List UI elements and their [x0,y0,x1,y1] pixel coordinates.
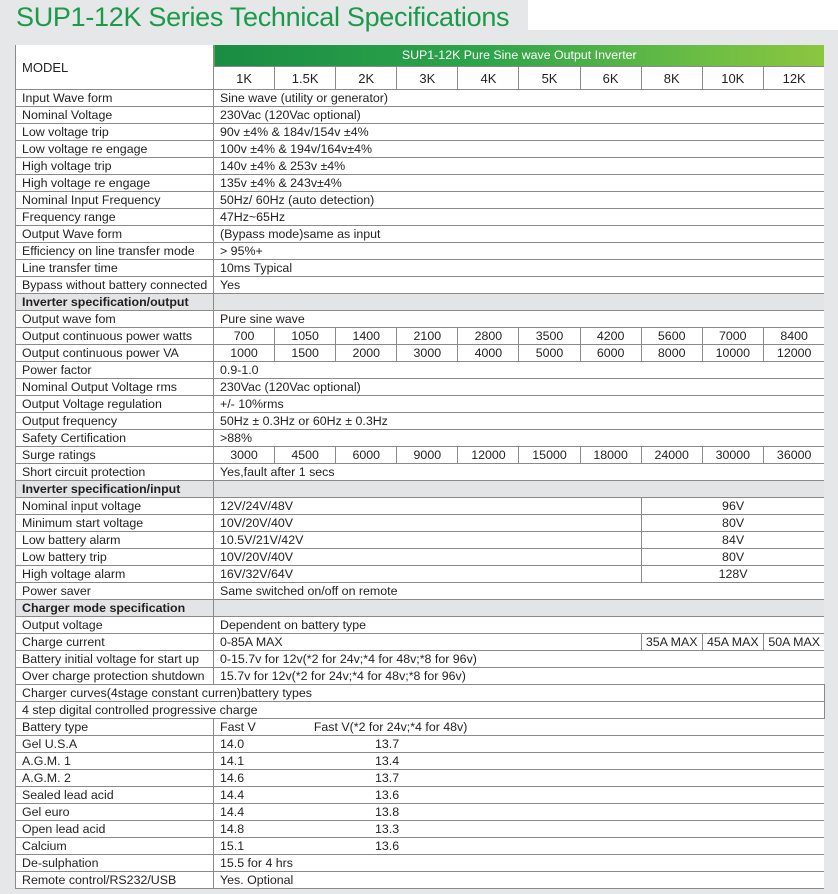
charge-current-high: 35A MAX [641,634,702,651]
fast-v-value: 14.0 [220,737,245,751]
row-value: Dependent on battery type [214,617,825,634]
row-value: 10ms Typical [214,260,825,277]
spec-row-input [16,158,825,175]
spec-row-battery-voltage [16,549,825,566]
spec-table [15,45,825,889]
row-label: Nominal Input Frequency [16,192,214,209]
battery-voltages [214,736,825,753]
spec-row-input [16,124,825,141]
row-label: Gel U.S.A [16,736,214,753]
row-value: +/- 10%rms [214,396,825,413]
row-label: Output continuous power VA [16,345,214,362]
section-header-charger [16,600,825,617]
value-high-voltage: 128V [641,566,824,583]
model-value-cell: 1400 [336,328,397,345]
row-label: Remote control/RS232/USB [16,872,214,889]
model-size-header: 12K [763,67,824,90]
row-label: High voltage re engage [16,175,214,192]
spec-row-surge-ratings [16,447,825,464]
row-label: Output frequency [16,413,214,430]
row-value: 0-15.7v for 12v(*2 for 24v;*4 for 48v;*8 for 96v) [214,651,825,668]
model-value-cell: 1050 [275,328,336,345]
value-low-voltage: 10V/20V/40V [214,549,642,566]
row-label: A.G.M. 2 [16,770,214,787]
model-size-header: 6K [580,67,641,90]
row-label: Frequency range [16,209,214,226]
section-header-inverter-output [16,294,825,311]
spec-row-input [16,243,825,260]
model-size-header: 8K [641,67,702,90]
row-value: Sine wave (utility or generator) [214,90,825,107]
row-label: Minimum start voltage [16,515,214,532]
row-label: Output voltage [16,617,214,634]
row-label: Charge current [16,634,214,651]
float-v-value: 13.3 [375,822,400,836]
spec-row-output-wave-form [16,311,825,328]
battery-voltages [214,787,825,804]
battery-voltages [214,821,825,838]
spec-row-input [16,107,825,124]
float-v-value: 13.4 [375,754,400,768]
spec-row-input [16,141,825,158]
row-label: Safety Certification [16,430,214,447]
model-value-cell: 8400 [763,328,824,345]
model-value-cell: 3000 [397,345,458,362]
battery-voltage-headers [214,719,825,736]
model-value-cell: 5600 [641,328,702,345]
fast-v-header: Fast V [220,720,256,734]
model-value-cell: 8000 [641,345,702,362]
spec-row-battery-voltage [16,498,825,515]
model-value-cell: 2800 [458,328,519,345]
model-value-cell: 4000 [458,345,519,362]
row-label: Calcium [16,838,214,855]
row-value: 50Hz ± 0.3Hz or 60Hz ± 0.3Hz [214,413,825,430]
charge-current-high: 50A MAX [763,634,824,651]
row-label: Battery type [16,719,214,736]
row-label: High voltage alarm [16,566,214,583]
spec-row-output-frequency [16,413,825,430]
page-title: SUP1-12K Series Technical Specifications [16,2,510,32]
fast-v-value: 14.8 [220,822,245,836]
value-high-voltage: 80V [641,549,824,566]
spec-row-remote [16,872,825,889]
value-low-voltage: 12V/24V/48V [214,498,642,515]
spec-row-output-voltage [16,617,825,634]
spec-row-input [16,192,825,209]
group-title: SUP1-12K Pure Sine wave Output Inverter [214,45,825,67]
spec-row-desulphation [16,855,825,872]
float-v-value: 13.7 [375,737,400,751]
spec-row-input [16,209,825,226]
fast-v-value: 14.1 [220,754,245,768]
row-label: Power saver [16,583,214,600]
row-label: Efficiency on line transfer mode [16,243,214,260]
spec-row-input [16,260,825,277]
battery-voltages [214,770,825,787]
section-filler [214,294,825,311]
fast-v-value: 15.1 [220,839,245,853]
model-value-cell: 2100 [397,328,458,345]
spec-row-power-factor [16,362,825,379]
model-value-cell: 36000 [763,447,824,464]
row-label: Bypass without battery connected [16,277,214,294]
model-value-cell: 7000 [702,328,763,345]
model-value-cell: 4500 [275,447,336,464]
battery-voltages [214,753,825,770]
value-high-voltage: 80V [641,515,824,532]
battery-voltages [214,804,825,821]
row-value: Pure sine wave [214,311,825,328]
model-size-header: 4K [458,67,519,90]
battery-type-row [16,821,825,838]
value-high-voltage: 96V [641,498,824,515]
row-value: > 95%+ [214,243,825,260]
row-label: Open lead acid [16,821,214,838]
model-label: MODEL [16,45,214,90]
float-v-value: 13.7 [375,771,400,785]
model-value-cell: 1500 [275,345,336,362]
row-value: 50Hz/ 60Hz (auto detection) [214,192,825,209]
model-value-cell: 18000 [580,447,641,464]
row-value: 230Vac (120Vac optional) [214,379,825,396]
battery-type-row [16,770,825,787]
row-value: Yes [214,277,825,294]
section-filler [214,481,825,498]
model-value-cell: 700 [214,328,275,345]
model-value-cell: 30000 [702,447,763,464]
row-value: 140v ±4% & 253v ±4% [214,158,825,175]
spec-row-power-va [16,345,825,362]
model-value-cell: 12000 [763,345,824,362]
row-label: High voltage trip [16,158,214,175]
row-value: 100v ±4% & 194v/164v±4% [214,141,825,158]
spec-row-short-circuit [16,464,825,481]
spec-row-safety-certification [16,430,825,447]
row-label: A.G.M. 1 [16,753,214,770]
charge-current-high: 45A MAX [702,634,763,651]
model-value-cell: 12000 [458,447,519,464]
spec-row-input [16,277,825,294]
row-label: De-sulphation [16,855,214,872]
model-value-cell: 15000 [519,447,580,464]
model-size-header: 1.5K [275,67,336,90]
row-label: Output wave fom [16,311,214,328]
charger-curves-note: Charger curves(4stage constant curren)battery types [16,685,825,702]
fast-v-value: 14.4 [220,788,245,802]
fast-v-value: 14.4 [220,805,245,819]
row-value: Yes. Optional [214,872,825,889]
spec-row-input [16,226,825,243]
spec-row-battery-voltage [16,566,825,583]
battery-voltages [214,838,825,855]
row-value: 15.7v for 12v(*2 for 24v;*4 for 48v;*8 for 96v) [214,668,825,685]
float-v-value: 13.8 [375,805,400,819]
row-label: Nominal Output Voltage rms [16,379,214,396]
model-value-cell: 24000 [641,447,702,464]
row-label: Short circuit protection [16,464,214,481]
row-value: 47Hz~65Hz [214,209,825,226]
progressive-charge-note: 4 step digital controlled progressive charge [16,702,825,719]
row-label: Low battery trip [16,549,214,566]
spec-row-power-watts [16,328,825,345]
row-label: Nominal Voltage [16,107,214,124]
battery-type-row [16,804,825,821]
spec-row-initial-voltage [16,651,825,668]
note-row-progressive [16,702,825,719]
row-value: Yes,fault after 1 secs [214,464,825,481]
spec-row-battery-voltage [16,532,825,549]
row-label: Output continuous power watts [16,328,214,345]
model-size-header: 1K [214,67,275,90]
row-label: Low voltage re engage [16,141,214,158]
row-label: Low battery alarm [16,532,214,549]
model-size-header: 2K [336,67,397,90]
model-value-cell: 3000 [214,447,275,464]
row-label: Over charge protection shutdown [16,668,214,685]
float-v-value: 13.6 [375,839,400,853]
row-value: 0.9-1.0 [214,362,825,379]
row-label: Low voltage trip [16,124,214,141]
model-value-cell: 1000 [214,345,275,362]
spec-row-voltage-regulation [16,396,825,413]
row-label: Battery initial voltage for start up [16,651,214,668]
row-label: Power factor [16,362,214,379]
row-value: 230Vac (120Vac optional) [214,107,825,124]
row-value: 15.5 for 4 hrs [214,855,825,872]
spec-row-battery-voltage [16,515,825,532]
spec-row-input [16,175,825,192]
model-value-cell: 5000 [519,345,580,362]
spec-row-input [16,90,825,107]
row-value: >88% [214,430,825,447]
value-low-voltage: 10.5V/21V/42V [214,532,642,549]
model-value-cell: 2000 [336,345,397,362]
value-low-voltage: 10V/20V/40V [214,515,642,532]
section-header-inverter-input [16,481,825,498]
model-value-cell: 6000 [336,447,397,464]
battery-type-row [16,787,825,804]
float-v-value: 13.6 [375,788,400,802]
battery-type-row [16,838,825,855]
battery-type-row [16,753,825,770]
title-white-strip [528,0,838,30]
model-size-header: 10K [702,67,763,90]
model-value-cell: 10000 [702,345,763,362]
row-label: Nominal input voltage [16,498,214,515]
charge-current-low: 0-85A MAX [214,634,642,651]
row-value: 135v ±4% & 243v±4% [214,175,825,192]
model-size-header: 5K [519,67,580,90]
spec-row-power-saver [16,583,825,600]
model-value-cell: 9000 [397,447,458,464]
row-label: Inverter specification/input [16,481,214,498]
fast-v-value: 14.6 [220,771,245,785]
spec-row-nominal-output-voltage [16,379,825,396]
value-high-voltage: 84V [641,532,824,549]
battery-type-row [16,736,825,753]
row-label: Input Wave form [16,90,214,107]
row-label: Line transfer time [16,260,214,277]
row-label: Output Voltage regulation [16,396,214,413]
row-value: Same switched on/off on remote [214,583,825,600]
spec-row-charge-current [16,634,825,651]
battery-type-header-row [16,719,825,736]
row-value: (Bypass mode)same as input [214,226,825,243]
value-low-voltage: 16V/32V/64V [214,566,642,583]
section-filler [214,600,825,617]
spec-row-over-charge [16,668,825,685]
row-value: 90v ±4% & 184v/154v ±4% [214,124,825,141]
row-label: Sealed lead acid [16,787,214,804]
note-row-charger-curves [16,685,825,702]
header-group-row [16,45,825,67]
float-v-header: Fast V(*2 for 24v;*4 for 48v) [313,720,468,734]
model-size-header: 3K [397,67,458,90]
row-label: Surge ratings [16,447,214,464]
model-value-cell: 6000 [580,345,641,362]
row-label: Charger mode specification [16,600,214,617]
model-value-cell: 3500 [519,328,580,345]
row-label: Inverter specification/output [16,294,214,311]
row-label: Output Wave form [16,226,214,243]
model-value-cell: 4200 [580,328,641,345]
row-label: Gel euro [16,804,214,821]
